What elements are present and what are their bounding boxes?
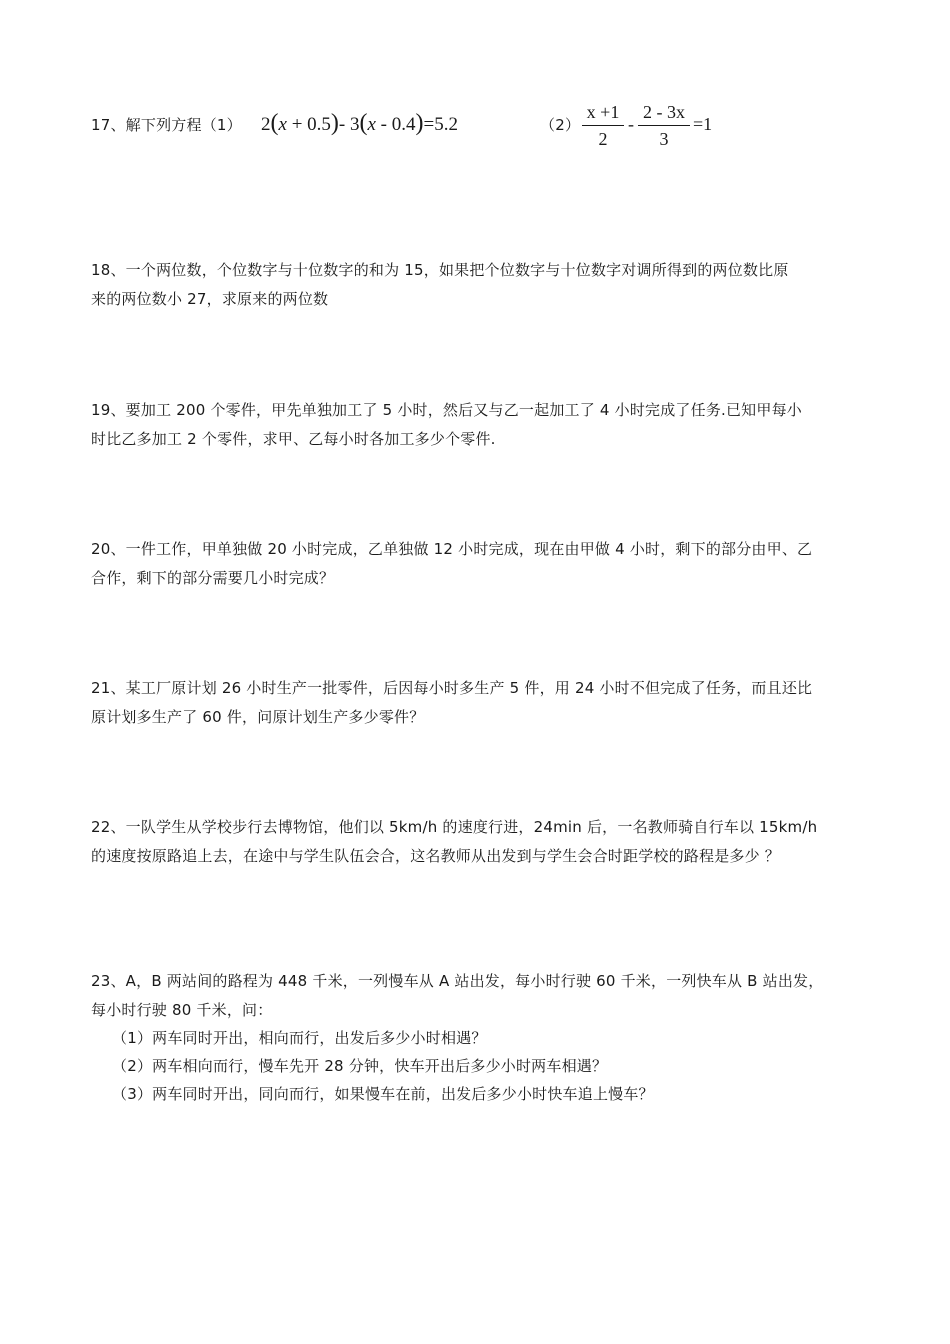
q22-line-1: 22、一队学生从学校步行去博物馆，他们以 5km/h 的速度行进，24min 后，一名教师骑自行车以 15km/h <box>91 818 818 836</box>
q18-line-2: 来的两位数小 27，求原来的两位数 <box>91 290 329 308</box>
q22-line-2: 的速度按原路追上去，在途中与学生队伍会合，这名教师从出发到与学生会合时距学校的路程是多少 ？ <box>91 847 780 865</box>
q23-sub-2: （2）两车相向而行，慢车先开 28 分钟，快车开出后多少小时两车相遇？ <box>112 1057 608 1075</box>
q23-line-2: 每小时行驶 80 千米，问： <box>91 1001 273 1019</box>
q23-sub-3: （3）两车同时开出，同向而行，如果慢车在前，出发后多少小时快车追上慢车？ <box>112 1085 654 1103</box>
q17-minus: - <box>628 114 634 134</box>
q17-equation-1: 2(x + 0.5)- 3(x - 0.4)=5.2 <box>261 110 458 136</box>
q21-line-1: 21、某工厂原计划 26 小时生产一批零件，后因每小时多生产 5 件，用 24 小时不但完成了任务，而且还比 <box>91 679 813 697</box>
q18-line-1: 18、一个两位数，个位数字与十位数字的和为 15，如果把个位数字与十位数字对调所得到的两位数比原 <box>91 261 789 279</box>
fraction-bar <box>582 125 624 126</box>
q19-line-2: 时比乙多加工 2 个零件，求甲、乙每小时各加工多少个零件. <box>91 430 496 448</box>
left-paren: ( <box>359 110 368 136</box>
q17-fraction-2: 2 - 3x 3 <box>638 100 690 151</box>
q21-line-2: 原计划多生产了 60 件，问原计划生产多少零件？ <box>91 708 425 726</box>
q20-line-2: 合作，剩下的部分需要几小时完成？ <box>91 569 335 587</box>
q17-fraction-1: x +1 2 <box>582 100 624 151</box>
q17-label-2: （2） <box>540 116 581 134</box>
q23-sub-1: （1）两车同时开出，相向而行，出发后多少小时相遇？ <box>112 1029 487 1047</box>
q17-label: 17、解下列方程（1） <box>91 116 242 134</box>
q20-line-1: 20、一件工作，甲单独做 20 小时完成，乙单独做 12 小时完成，现在由甲做 4 小时，剩下的部分由甲、乙 <box>91 540 813 558</box>
fraction-bar <box>638 125 690 126</box>
q17-rhs: =1 <box>693 114 713 134</box>
right-paren: ) <box>415 110 424 136</box>
q19-line-1: 19、要加工 200 个零件，甲先单独加工了 5 小时，然后又与乙一起加工了 4 小时完成了任务.已知甲每小 <box>91 401 802 419</box>
left-paren: ( <box>270 110 279 136</box>
right-paren: ) <box>330 110 339 136</box>
q23-line-1: 23、A，B 两站间的路程为 448 千米，一列慢车从 A 站出发，每小时行驶 60 千米，一列快车从 B 站出发， <box>91 972 824 990</box>
